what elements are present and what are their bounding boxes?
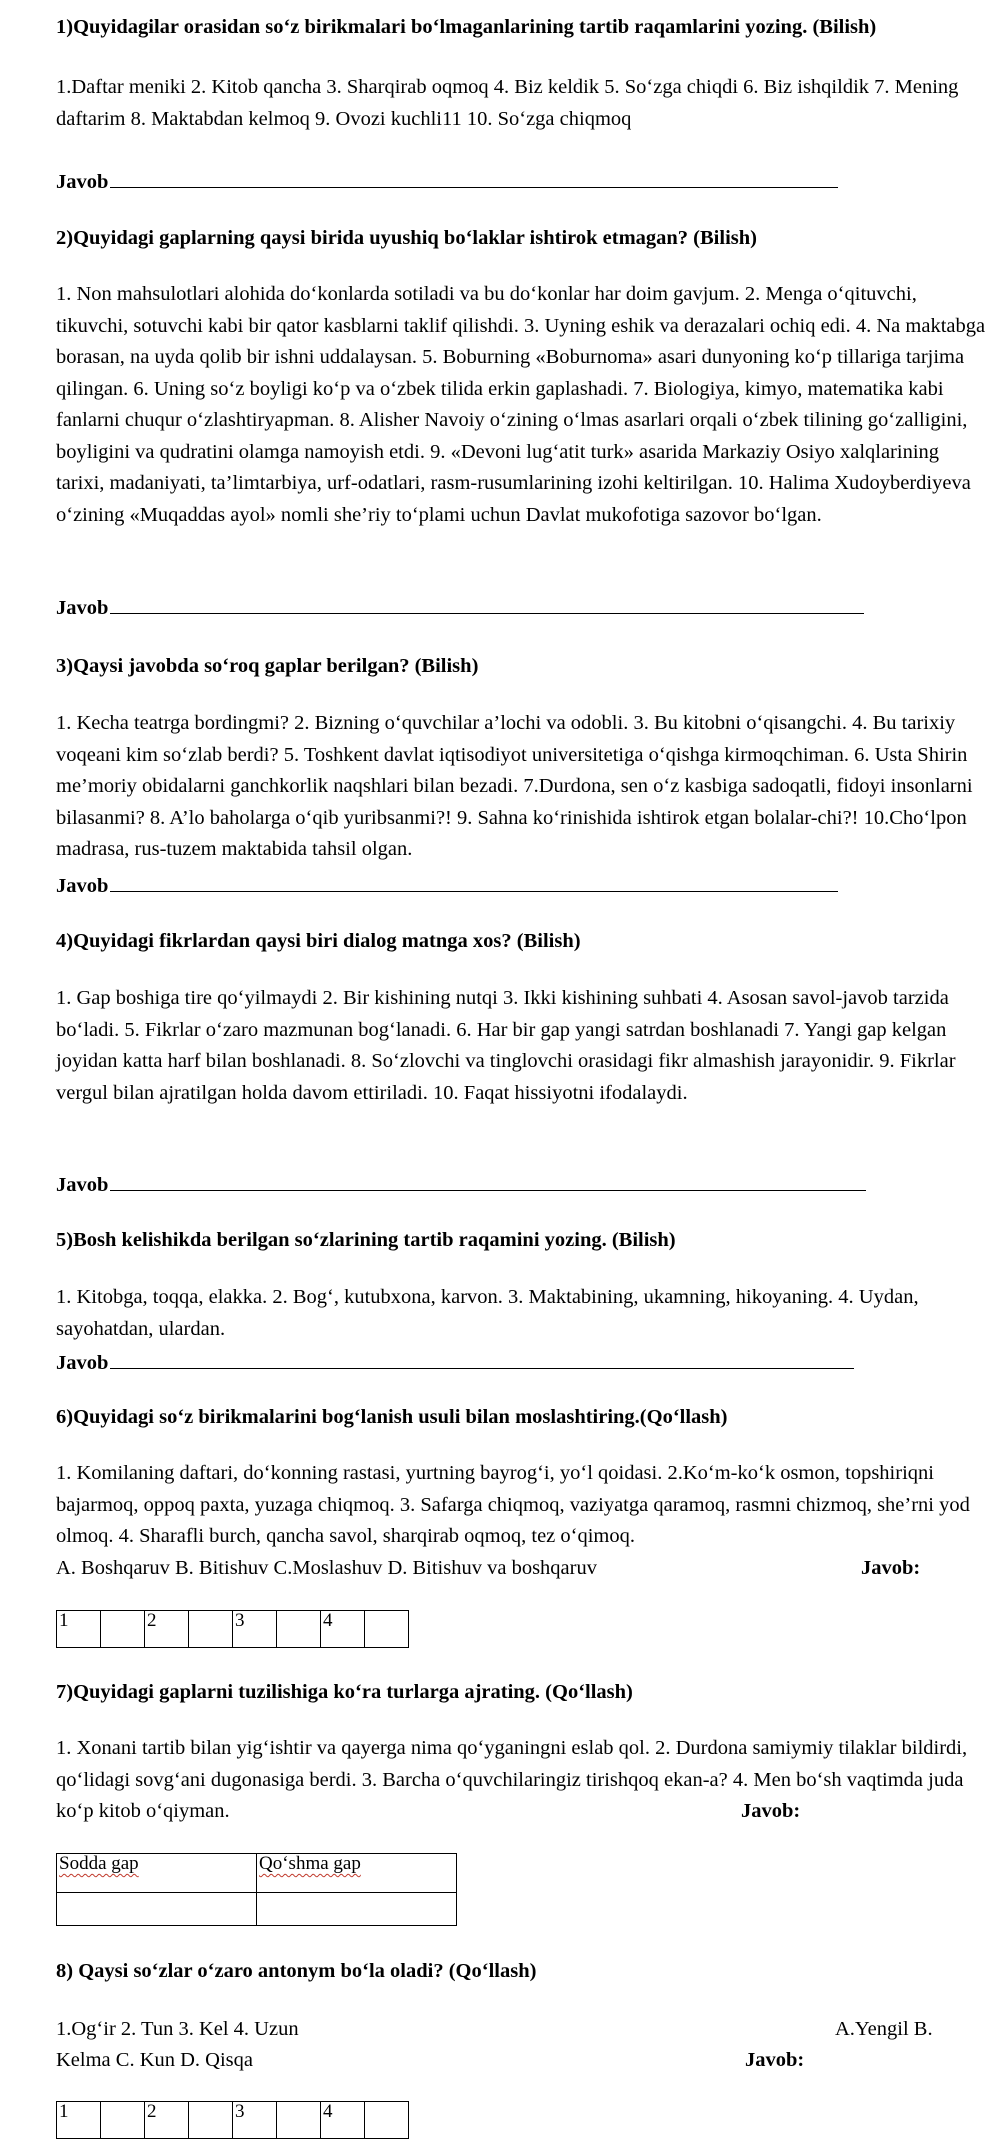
answer-line[interactable] [110, 1168, 866, 1191]
question-2-text: 1. Non mahsulotlari alohida do‘konlarda sotiladi va bu do‘konlar har doim gavjum. 2. Menga o‘qituvchi, tikuvchi, sotuvchi kabi bir qator kasblarni taklif qilishdi. 3. Uyning eshik va derazalari ochiq edi. 4. Na maktabga borasan, na uyda qolib bir ishni uddalaysan. 5. Boburning «Boburnoma» asari dunyoning ko‘p tillariga tarjima qilingan. 6. Uning so‘z boyligi ko‘p va o‘zbek tilida erkin gaplashadi. 7. Biologiya, kimyo, matematika kabi fanlarni chuqur o‘zlashtiryapman. 8. Alisher Navoiy o‘zining o‘lmas asarlari orqali o‘zbek tilining go‘zalligini, boyligini va qudratini olamga namoyish etdi. 9. «Devoni lug‘atit turk» asarida Markaziy Osiyo xalqlarining tarixi, madaniyati, ta’limtarbiya, urf-odatlari, rasm-rusumlarining izohi keltirilgan. 10. Halima Xudoyberdiyeva o‘zining «Muqaddas ayol» nomli she’riy to‘plami uchun Davlat mukofotiga sazovor bo‘lgan. [56, 283, 986, 526]
cell-1-answer[interactable] [101, 1611, 145, 1648]
sodda-gap-answer[interactable] [57, 1893, 257, 1926]
answer-label: Javob [56, 597, 109, 619]
question-7-answer-table[interactable] [56, 1853, 457, 1926]
answer-label: Javob [56, 1174, 109, 1196]
answer-line[interactable] [110, 869, 838, 892]
question-3-text: 1. Kecha teatrga bordingmi? 2. Bizning o‘quvchilar a’lochi va odobli. 3. Bu kitobni o‘qisangchi. 4. Bu tarixiy voqeani kim so‘zlab berdi? 5. Toshkent davlat iqtisodiyot universitetiga o‘qishga kirmoqchiman. 6. Usta Shirin me’moriy obidalarni ganchkorlik naqshlari bilan bezadi. 7.Durdona, sen o‘z kasbiga sadoqatli, fidoyi insonlarni bilasanmi? 8. A’lo baholarga o‘qib yuribsanmi?! 9. Sahna ko‘rinishida ishtirok etgan bolalar-chi?! 10.Cho‘lpon madrasa, rus-tuzem maktabida tahsil olgan. [56, 712, 973, 860]
answer-line[interactable] [110, 1346, 854, 1369]
question-1-answer[interactable] [56, 165, 838, 199]
question-7-title: 7)Quyidagi gaplarni tuzilishiga ko‘ra turlarga ajrating. (Qo‘llash) [56, 1681, 633, 1703]
question-4-text: 1. Gap boshiga tire qo‘yilmaydi 2. Bir kishining nutqi 3. Ikki kishining suhbati 4. Asosan savol-javob tarzida bo‘ladi. 5. Fikrlar o‘zaro mazmunan bog‘lanadi. 6. Har bir gap yangi satrdan boshlanadi 7. Yangi gap kelgan joyidan katta harf bilan boshlanadi. 8. So‘zlovchi va tinglovchi orasidagi fikr almashish jarayonidir. 9. Fikrlar vergul bilan ajratilgan holda davom ettiriladi. 10. Faqat hissiyotni ifodalaydi. [56, 987, 956, 1104]
question-5-text: 1. Kitobga, toqqa, elakka. 2. Bog‘, kutubxona, karvon. 3. Maktabining, ukamning, hikoyaning. 4. Uydan, sayohatdan, ulardan. [56, 1286, 919, 1340]
question-6-title: 6)Quyidagi so‘z birikmalarini bog‘lanish usuli bilan moslashtiring.(Qo‘llash) [56, 1406, 728, 1428]
question-7-text: 1. Xonani tartib bilan yig‘ishtir va qayerga nima qo‘yganingni eslab qol. 2. Durdona samiymiy tilaklar bildirdi, qo‘lidagi sovg‘ani dugonasiga berdi. 3. Barcha o‘quvchilaringiz tirishqoq ekan-a? 4. Men bo‘sh vaqtimda juda ko‘p kitob o‘qiyman. [56, 1737, 968, 1822]
question-2-answer[interactable] [56, 591, 864, 625]
answer-label: Javob [56, 171, 109, 193]
answer-label: Javob [56, 875, 109, 897]
cell-1-answer[interactable] [101, 2102, 145, 2139]
cell-3-label: 3 [233, 1611, 277, 1648]
cell-1-label: 1 [57, 2102, 101, 2139]
cell-4-answer[interactable] [365, 2102, 409, 2139]
cell-2-answer[interactable] [189, 2102, 233, 2139]
question-2-title: 2)Quyidagi gaplarning qaysi birida uyushiq bo‘laklar ishtirok etmagan? (Bilish) [56, 227, 757, 249]
question-6-text: 1. Komilaning daftari, do‘konning rastasi, yurtning bayrog‘i, yo‘l qoidasi. 2.Ko‘m-ko‘k osmon, topshiriqni bajarmoq, oppoq paxta, yuzaga chiqmoq. 3. Safarga chiqmoq, vaziyatga qaramoq, rasmni chizmoq, she’rni yod olmoq. 4. Sharafli burch, qancha savol, sharqirab oqmoq, tez o‘qimoq. [56, 1462, 970, 1547]
cell-1-label: 1 [57, 1611, 101, 1648]
cell-3-answer[interactable] [277, 1611, 321, 1648]
question-8-answer-table[interactable] [56, 2101, 409, 2139]
answer-label: Javob [56, 1352, 109, 1374]
question-4-answer[interactable] [56, 1168, 866, 1202]
question-7-answer-label: Javob: [741, 1800, 801, 1822]
qoshma-gap-answer[interactable] [257, 1893, 457, 1926]
question-8-words: 1.Og‘ir 2. Tun 3. Kel 4. Uzun [56, 2018, 299, 2040]
question-3-answer[interactable] [56, 869, 838, 903]
question-8-options-rest: Kelma C. Kun D. Qisqa [56, 2049, 254, 2071]
question-8-answer-label: Javob: [745, 2049, 805, 2071]
cell-3-answer[interactable] [277, 2102, 321, 2139]
question-6-answer-label: Javob: [861, 1557, 921, 1579]
cell-2-label: 2 [145, 1611, 189, 1648]
question-5-title: 5)Bosh kelishikda berilgan so‘zlarining tartib raqamini yozing. (Bilish) [56, 1229, 676, 1251]
cell-2-label: 2 [145, 2102, 189, 2139]
question-6-options: A. Boshqaruv B. Bitishuv C.Moslashuv D. Bitishuv va boshqaruv [56, 1557, 597, 1579]
question-1-text: 1.Daftar meniki 2. Kitob qancha 3. Sharqirab oqmoq 4. Biz keldik 5. So‘zga chiqdi 6. Biz ishqildik 7. Mening daftarim 8. Maktabdan kelmoq 9. Ovozi kuchli11 10. So‘zga chiqmoq [56, 76, 959, 130]
question-6-answer-table[interactable] [56, 1610, 409, 1648]
answer-line[interactable] [110, 165, 838, 188]
question-8-options-ab: A.Yengil B. [835, 2018, 933, 2040]
question-4-title: 4)Quyidagi fikrlardan qaysi biri dialog matnga xos? (Bilish) [56, 930, 581, 952]
cell-4-label: 4 [321, 1611, 365, 1648]
cell-3-label: 3 [233, 2102, 277, 2139]
header-sodda-gap: Sodda gap [57, 1854, 257, 1893]
question-5-answer[interactable] [56, 1346, 854, 1380]
header-qoshma-gap: Qo‘shma gap [257, 1854, 457, 1893]
cell-4-answer[interactable] [365, 1611, 409, 1648]
question-8-title: 8) Qaysi so‘zlar o‘zaro antonym bo‘la oladi? (Qo‘llash) [56, 1960, 537, 1982]
question-1-title: 1)Quyidagilar orasidan so‘z birikmalari bo‘lmaganlarining tartib raqamlarini yozing. (Bilish) [56, 16, 877, 38]
cell-2-answer[interactable] [189, 1611, 233, 1648]
question-3-title: 3)Qaysi javobda so‘roq gaplar berilgan? (Bilish) [56, 655, 479, 677]
answer-line[interactable] [110, 591, 864, 614]
cell-4-label: 4 [321, 2102, 365, 2139]
